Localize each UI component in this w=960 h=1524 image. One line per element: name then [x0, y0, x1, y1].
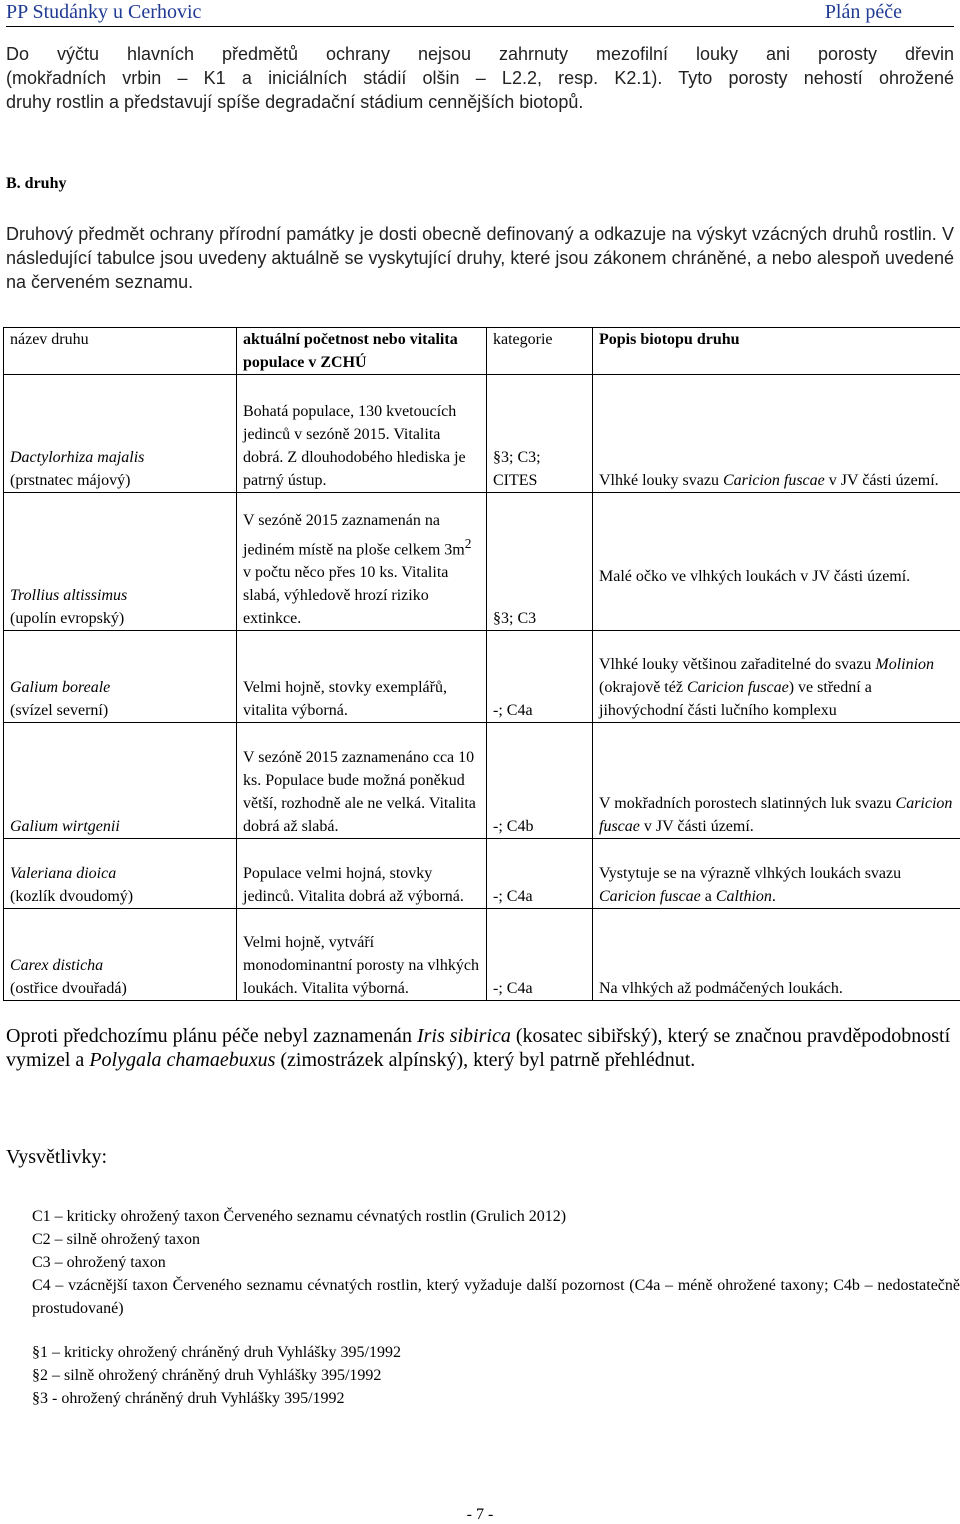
table-row — [4, 375, 960, 493]
status-cell — [237, 909, 487, 1001]
biotope-latin: Caricion fuscae — [599, 795, 953, 835]
status-cell — [237, 839, 487, 909]
header-title: PP Studánky u Cerhovic — [6, 1, 202, 23]
status-text: Populace velmi hojná, stovky jedinců. Vitalita dobrá až výborná. — [243, 865, 464, 905]
biotope-text-mid: a — [700, 888, 716, 905]
biotope-text-mid: (okrajově též — [599, 679, 687, 696]
biotope-text-end: v JV části území. — [824, 472, 939, 489]
category-cell — [487, 723, 593, 839]
species-czech: (upolín evropský) — [10, 610, 125, 627]
legend-item: §2 – silně ohrožený chráněný druh Vyhlášky 395/1992 — [32, 1367, 382, 1384]
biotope-text-end: v JV části území. — [639, 818, 754, 835]
status-cell — [237, 375, 487, 493]
header-status: aktuální početnost nebo vitalita populace v ZCHÚ — [237, 328, 487, 375]
biotope-cell — [593, 909, 960, 1001]
status-text: Bohatá populace, 130 kvetoucích jedinců v sezóně 2015. Vitalita dobrá. Z dlouhodobého hlediska je patrný ústup. — [243, 403, 466, 489]
paragraph-text-mid: (kosatec sibiřský), který se značnou pravděpodobností vymizel a — [6, 1025, 951, 1071]
species-latin: Galium wirtgenii — [10, 818, 120, 835]
species-latin: Trollius altissimus — [10, 587, 128, 604]
table-header-row — [4, 328, 960, 375]
status-cell — [237, 493, 487, 631]
status-text: Velmi hojně, vytváří monodominantní porosty na vlhkých loukách. Vitalita výborná. — [243, 934, 479, 997]
section-paragraph: Druhový předmět ochrany přírodní památky je dosti obecně definovaný a odkazuje na výskyt vzácných druhů rostlin. V následující tabulce jsou uvedeny aktuálně se vyskytující druhy, které jsou zákonem chráněné, a nebo alespoň uvedené na červeném seznamu. — [6, 224, 954, 292]
biotope-latin: Molinion — [875, 656, 935, 673]
species-czech: (ostřice dvouřadá) — [10, 980, 127, 997]
species-name-cell — [4, 723, 237, 839]
biotope-text-end: . — [771, 888, 776, 905]
species-latin-2: Polygala chamaebuxus — [89, 1049, 276, 1071]
legend-item: C3 – ohrožený taxon — [32, 1254, 166, 1271]
legend-protected — [32, 1341, 960, 1410]
species-latin: Dactylorhiza majalis — [10, 449, 145, 466]
explanations-heading: Vysvětlivky: — [6, 1146, 108, 1168]
table-row — [4, 631, 960, 723]
species-name-cell — [4, 839, 237, 909]
header-category: kategorie — [487, 328, 593, 375]
biotope-text: Na vlhkých až podmáčených loukách. — [599, 980, 843, 997]
intro-paragraph — [6, 42, 954, 114]
legend-item: §1 – kriticky ohrožený chráněný druh Vyhlášky 395/1992 — [32, 1344, 401, 1361]
page-number: - 7 - — [466, 1506, 494, 1523]
biotope-cell — [593, 493, 960, 631]
species-name-cell — [4, 909, 237, 1001]
paragraph-text: Oproti předchozímu plánu péče nebyl zaznamenán — [6, 1025, 417, 1047]
category-text: -; C4a — [493, 980, 533, 997]
intro-line-2: (mokřadních vrbin – K1 a iniciálních stádií olšin – L2.2, resp. K2.1). Tyto porosty nehostí ohrožené — [6, 68, 954, 88]
category-cell — [487, 493, 593, 631]
biotope-cell — [593, 723, 960, 839]
intro-line-1: Do výčtu hlavních předmětů ochrany nejsou zahrnuty mezofilní louky ani porosty dřevin — [6, 44, 954, 64]
table-row — [4, 839, 960, 909]
legend-item: C1 – kriticky ohrožený taxon Červeného seznamu cévnatých rostlin (Grulich 2012) — [32, 1208, 567, 1225]
biotope-text: Vlhké louky většinou zařaditelné do svazu — [599, 656, 876, 673]
status-superscript: 2 — [464, 535, 472, 551]
after-table-paragraph — [6, 1024, 954, 1072]
status-text: V sezóně 2015 zaznamenán na jediném místě na ploše celkem 3m — [243, 511, 465, 558]
table-row — [4, 723, 960, 839]
species-table — [3, 327, 960, 1001]
category-cell — [487, 631, 593, 723]
status-text-end: v počtu něco přes 10 ks. Vitalita slabá, výhledově hrozí riziko extinkce. — [243, 564, 449, 627]
biotope-latin-2: Caricion fuscae — [686, 679, 789, 696]
biotope-text: Malé očko ve vlhkých loukách v JV části území. — [599, 568, 911, 585]
biotope-text-end: ) ve střední a jihovýchodní části lučního komplexu — [599, 679, 872, 719]
intro-line-3: druhy rostlin a představují spíše degradační stádium cennějších biotopů. — [6, 92, 584, 112]
legend-item: C2 – silně ohrožený taxon — [32, 1231, 200, 1248]
species-czech: (prstnatec májový) — [10, 472, 131, 489]
header-name: název druhu — [4, 328, 237, 375]
biotope-text: V mokřadních porostech slatinných luk svazu — [599, 795, 896, 812]
legend-red-list — [32, 1205, 960, 1320]
page-header — [6, 0, 954, 27]
table-row — [4, 909, 960, 1001]
biotope-latin: Caricion fuscae — [722, 472, 825, 489]
biotope-cell — [593, 631, 960, 723]
category-cell — [487, 839, 593, 909]
status-text: Velmi hojně, stovky exemplářů, vitalita výborná. — [243, 679, 447, 719]
category-text: §3; C3 — [493, 610, 537, 627]
species-czech: (kozlík dvoudomý) — [10, 888, 134, 905]
biotope-cell — [593, 839, 960, 909]
header-biotope: Popis biotopu druhu — [593, 328, 960, 375]
paragraph-text-end: (zimostrázek alpínský), který byl patrně přehlédnut. — [275, 1049, 696, 1071]
category-cell — [487, 909, 593, 1001]
status-text: V sezóně 2015 zaznamenáno cca 10 ks. Populace bude možná poněkud větší, rozhodně ale ne velká. Vitalita dobrá až slabá. — [243, 749, 476, 835]
biotope-text: Vystytuje se na výrazně vlhkých loukách svazu — [599, 865, 902, 882]
header-section: Plán péče — [824, 1, 902, 23]
species-latin: Galium boreale — [10, 679, 111, 696]
biotope-latin: Caricion fuscae — [599, 888, 701, 905]
table-row — [4, 493, 960, 631]
biotope-cell — [593, 375, 960, 493]
species-name-cell — [4, 631, 237, 723]
species-czech: (svízel severní) — [10, 702, 109, 719]
legend-item: §3 - ohrožený chráněný druh Vyhlášky 395/1992 — [32, 1390, 345, 1407]
species-name-cell — [4, 375, 237, 493]
category-text: §3; C3; CITES — [493, 449, 541, 489]
category-text: -; C4a — [493, 888, 533, 905]
category-text: -; C4b — [493, 818, 534, 835]
section-heading: B. druhy — [6, 175, 67, 192]
species-latin: Iris sibirica — [416, 1025, 511, 1047]
species-name-cell — [4, 493, 237, 631]
species-latin: Carex disticha — [10, 957, 104, 974]
category-text: -; C4a — [493, 702, 533, 719]
biotope-text: Vlhké louky svazu — [599, 472, 723, 489]
status-cell — [237, 631, 487, 723]
category-cell — [487, 375, 593, 493]
legend-item: C4 – vzácnější taxon Červeného seznamu cévnatých rostlin, který vyžaduje další pozornost (C4a – méně ohrožené taxony; C4b – nedostatečně prostudované) — [32, 1277, 960, 1317]
status-cell — [237, 723, 487, 839]
species-latin: Valeriana dioica — [10, 865, 117, 882]
biotope-latin-2: Calthion — [715, 888, 772, 905]
